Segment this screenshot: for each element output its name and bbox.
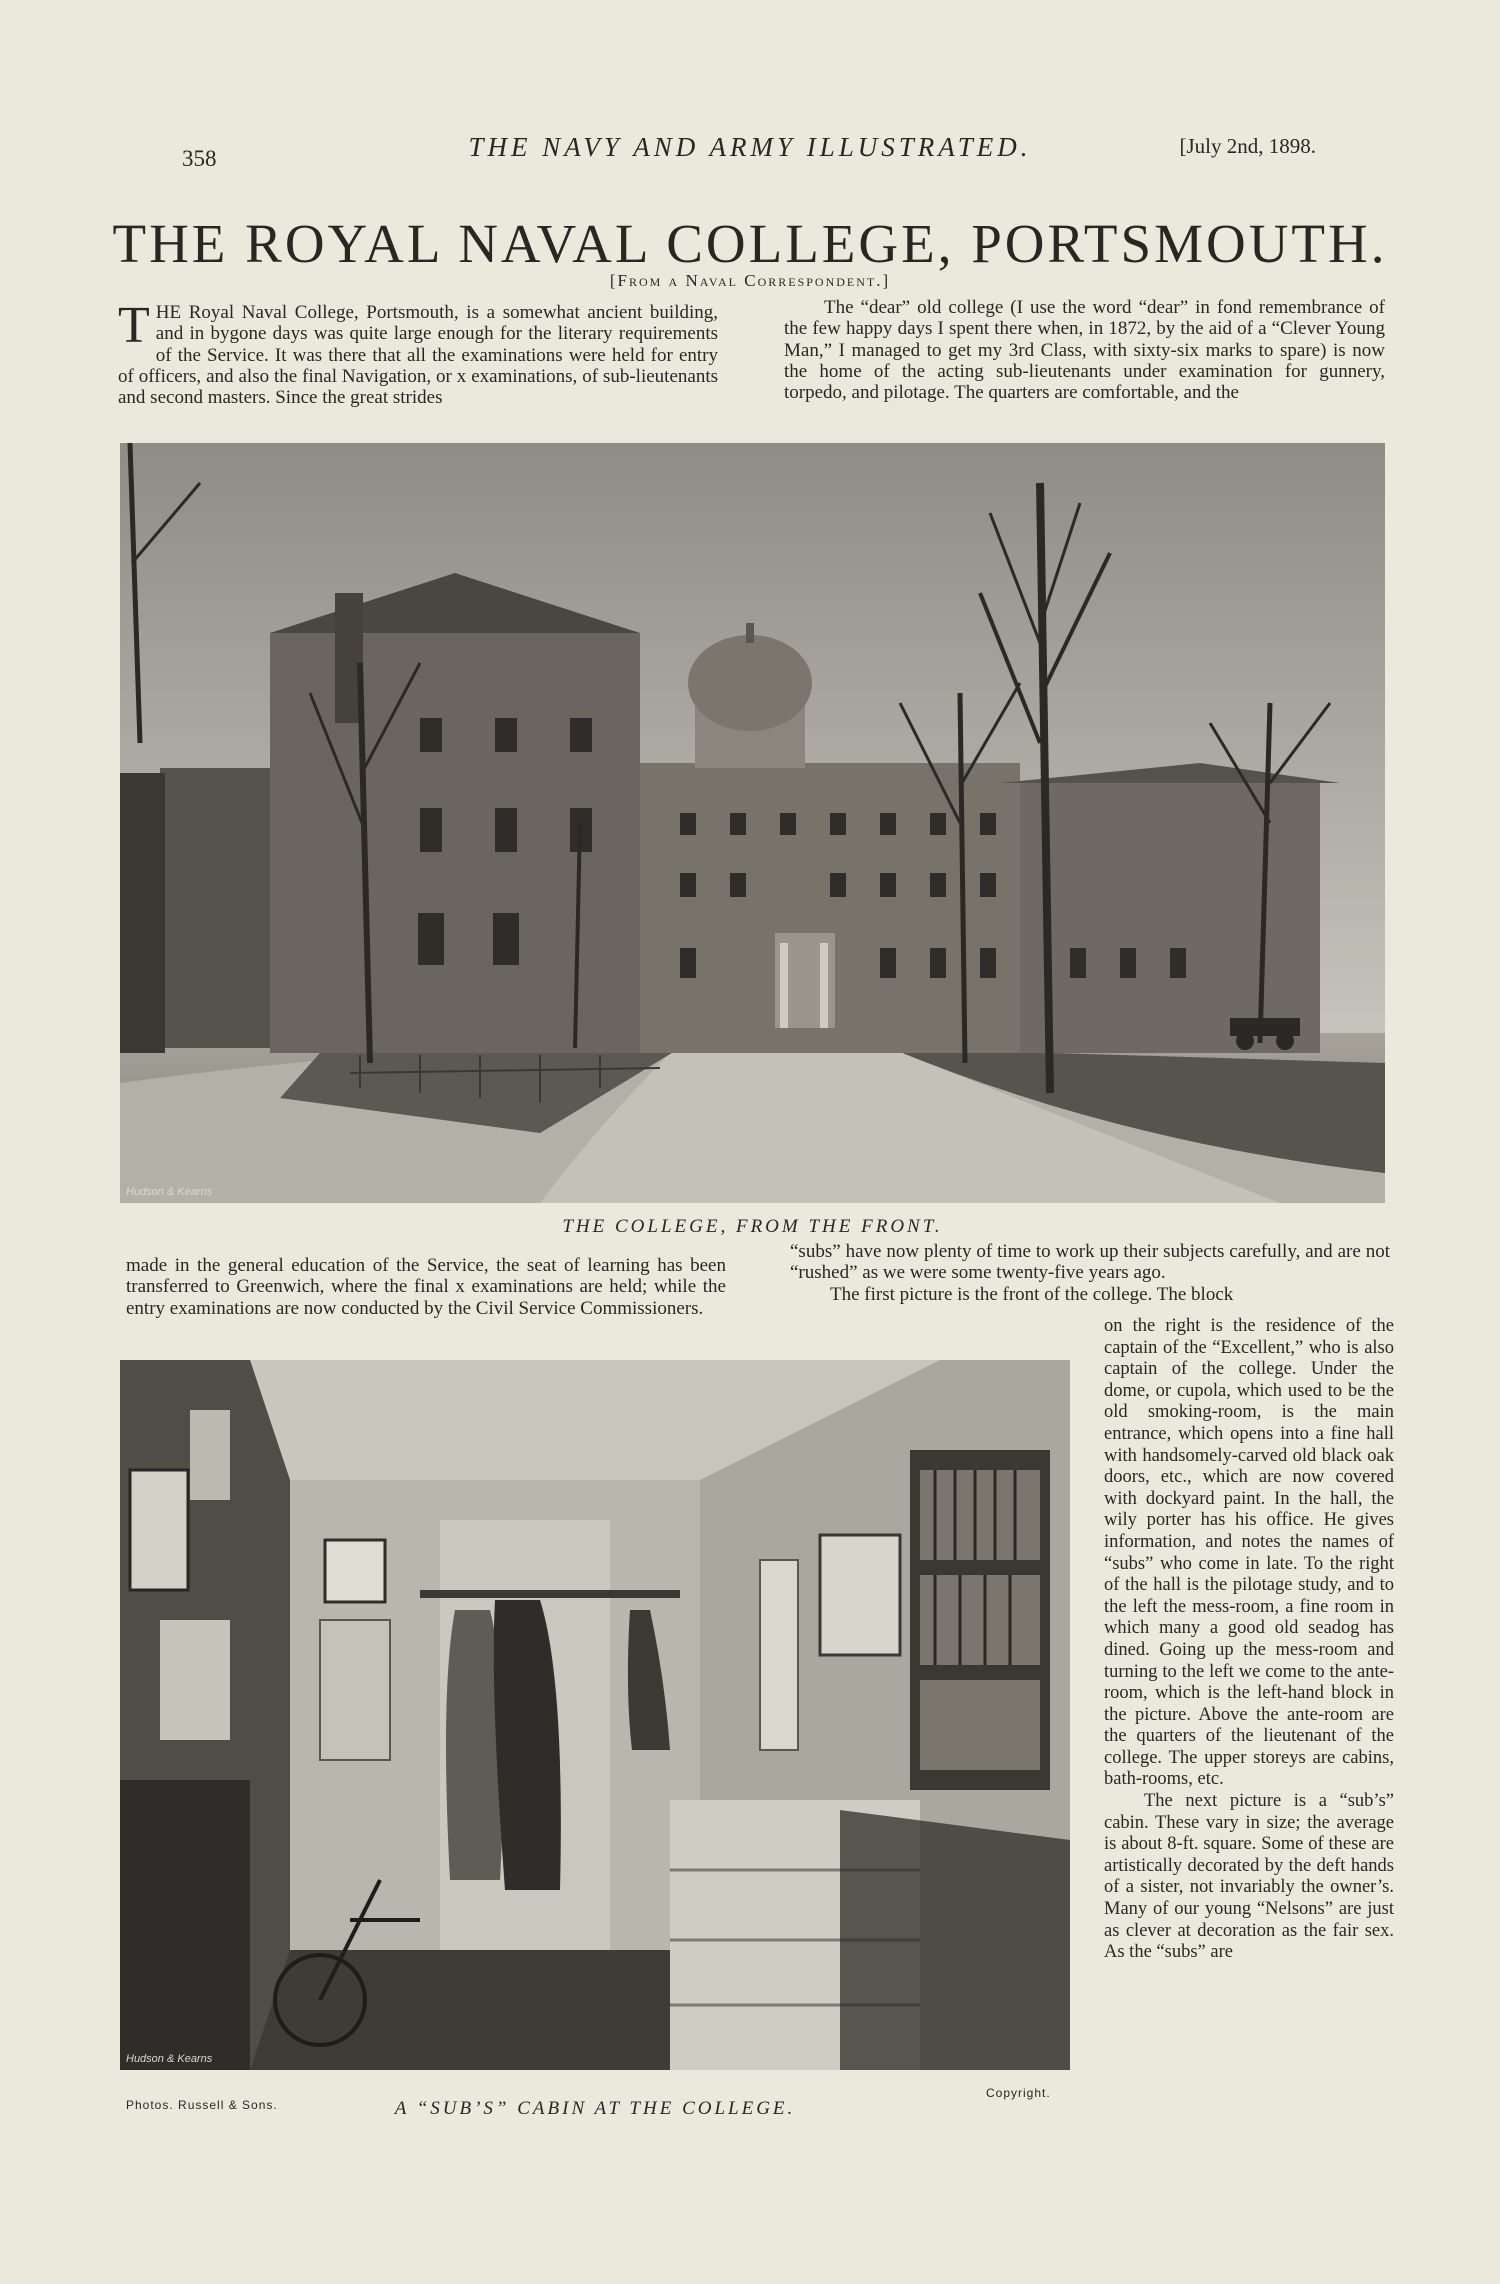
journal-title: THE NAVY AND ARMY ILLUSTRATED. bbox=[468, 132, 1032, 162]
intro-text: HE Royal Naval College, Portsmouth, is a somewhat ancient building, and in bygone days was quite large enough for the literary requirements of the Service. It was there that all the examinations were held for entry of officers, and also the final Navigation, or x examinations, of sub-lieutenants and second masters. Since the great strides bbox=[118, 302, 718, 409]
front-photo-engraver: Hudson & Kearns bbox=[126, 1186, 213, 1198]
cabin-photo-caption: A “SUB’S” CABIN AT THE COLLEGE. bbox=[394, 2098, 796, 2119]
cabin-photo bbox=[120, 1360, 1070, 2070]
running-head bbox=[0, 132, 1500, 172]
photo-credit: Photos. Russell & Sons. bbox=[126, 2098, 278, 2112]
top-right-column bbox=[784, 297, 1385, 403]
cabin-illustration bbox=[120, 1360, 1070, 2070]
cabin-photo-engraver: Hudson & Kearns bbox=[126, 2053, 213, 2065]
mid-left-text: made in the general education of the Service, the seat of learning has been transferred to Greenwich, where the final x examinations are held; while the entry examinations are now conducted by the Civil Service Commissioners. bbox=[126, 1255, 726, 1319]
drop-cap: T bbox=[118, 297, 150, 354]
issue-date: [July 2nd, 1898. bbox=[1179, 134, 1316, 158]
top-right-text: The “dear” old college (I use the word “dear” in fond remembrance of the few happy days I spent there when, in 1872, by the aid of a “Clever Young Man,” I managed to get my 3rd Class, with sixty-six marks to spare) is now the home of the acting sub-lieutenants under examination for gunnery, torpedo, and pilotage. The quarters are comfortable, and the bbox=[784, 297, 1385, 404]
byline: [From a Naval Correspondent.] bbox=[609, 271, 891, 290]
intro-column bbox=[118, 297, 718, 409]
copyright-notice: Copyright. bbox=[986, 2086, 1051, 2100]
side-text-2: The next picture is a “sub’s” cabin. These vary in size; the average is about 8-ft. square. Some of these are artistically decorated by the deft hands of a sister, not invariably the owner’s. Many of our young “Nelsons” are just as clever at decoration as the fair sex. As the “subs” are bbox=[1104, 1791, 1394, 1963]
mid-left-column bbox=[126, 1255, 726, 1319]
mid-right-text-2: The first picture is the front of the college. The block bbox=[830, 1283, 1234, 1305]
mid-right-column bbox=[790, 1241, 1390, 1305]
article-title: THE ROYAL NAVAL COLLEGE, PORTSMOUTH. bbox=[112, 213, 1388, 274]
mid-right-text-1: “subs” have now plenty of time to work up their subjects carefully, and are not “rushed” as we were some twenty-five years ago. bbox=[790, 1241, 1390, 1284]
side-column bbox=[1104, 1316, 1394, 1964]
college-front-illustration bbox=[120, 443, 1385, 1203]
page-number: 358 bbox=[182, 146, 217, 171]
side-text-1: on the right is the residence of the captain of the “Excellent,” who is also captain of the college. Under the dome, or cupola, which used to be the old smoking-room, is the main entrance, which opens into a fine hall with handsomely-carved old black oak doors, etc., which are now covered with dockyard paint. In the hall, the wily porter has his office. He gives information, and notes the names of “subs” who come in late. To the right of the hall is the pilotage study, and to the left the mess-room, a fine room in which many a good old seadog has dined. Going up the mess-room and turning to the left we come to the ante-room, which is the left-hand block in the picture. Above the ante-room are the quarters of the lieutenant of the college. The upper storeys are cabins, bath-rooms, etc. bbox=[1104, 1316, 1394, 1790]
front-photo-caption: THE COLLEGE, FROM THE FRONT. bbox=[562, 1216, 943, 1237]
college-front-photo bbox=[120, 443, 1385, 1203]
